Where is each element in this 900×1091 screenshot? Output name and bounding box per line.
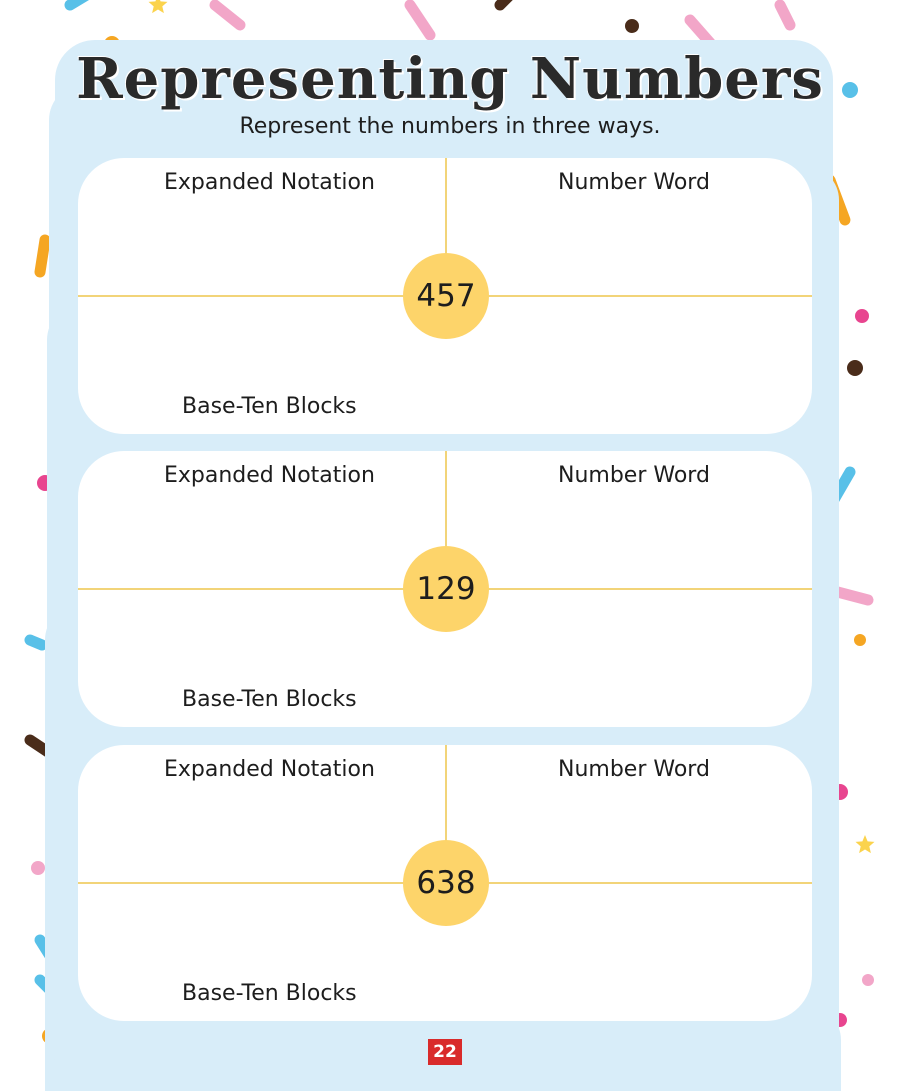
expanded-notation-label: Expanded Notation: [164, 170, 375, 195]
number-circle: 129: [403, 546, 489, 632]
number-card-3: [78, 745, 812, 1021]
confetti-dot: [737, 1064, 753, 1080]
confetti-star: [149, 0, 168, 13]
confetti-dot: [153, 1043, 167, 1057]
confetti-star: [856, 835, 875, 853]
base-ten-blocks-label: Base-Ten Blocks: [182, 394, 357, 419]
sprinkle: [780, 5, 790, 25]
confetti-dot: [625, 19, 639, 33]
number-word-label: Number Word: [558, 757, 710, 782]
confetti-dot: [855, 309, 869, 323]
expanded-notation-label: Expanded Notation: [164, 757, 375, 782]
sprinkle: [215, 5, 240, 25]
sprinkle: [640, 1055, 680, 1062]
confetti-dot: [862, 974, 874, 986]
confetti-dot: [37, 475, 53, 491]
sprinkle: [40, 240, 45, 272]
confetti-dot: [847, 360, 863, 376]
sprinkle: [830, 590, 868, 600]
sprinkle: [40, 980, 55, 995]
confetti-dot: [31, 861, 45, 875]
sprinkle: [515, 1045, 540, 1085]
page-subtitle: Represent the numbers in three ways.: [239, 114, 661, 139]
confetti-dot: [832, 784, 848, 800]
confetti-dot: [42, 1028, 58, 1044]
page-number-badge: 22: [428, 1039, 462, 1065]
sprinkle: [70, 0, 95, 5]
number-word-label: Number Word: [558, 463, 710, 488]
number-word-label: Number Word: [558, 170, 710, 195]
confetti-dot: [854, 634, 866, 646]
sprinkle: [500, 0, 510, 5]
number-circle: 638: [403, 840, 489, 926]
confetti-dot: [833, 1013, 847, 1027]
expanded-notation-label: Expanded Notation: [164, 463, 375, 488]
sprinkle: [30, 640, 42, 645]
base-ten-blocks-label: Base-Ten Blocks: [182, 687, 357, 712]
sprinkle: [800, 1070, 810, 1091]
page-title: Representing Numbers: [76, 46, 824, 112]
number-card-2: [78, 451, 812, 727]
confetti-dot: [323, 1075, 337, 1089]
number-circle: 457: [403, 253, 489, 339]
sprinkle: [410, 5, 430, 35]
number-card-1: [78, 158, 812, 434]
confetti-star: [146, 1075, 165, 1091]
base-ten-blocks-label: Base-Ten Blocks: [182, 981, 357, 1006]
